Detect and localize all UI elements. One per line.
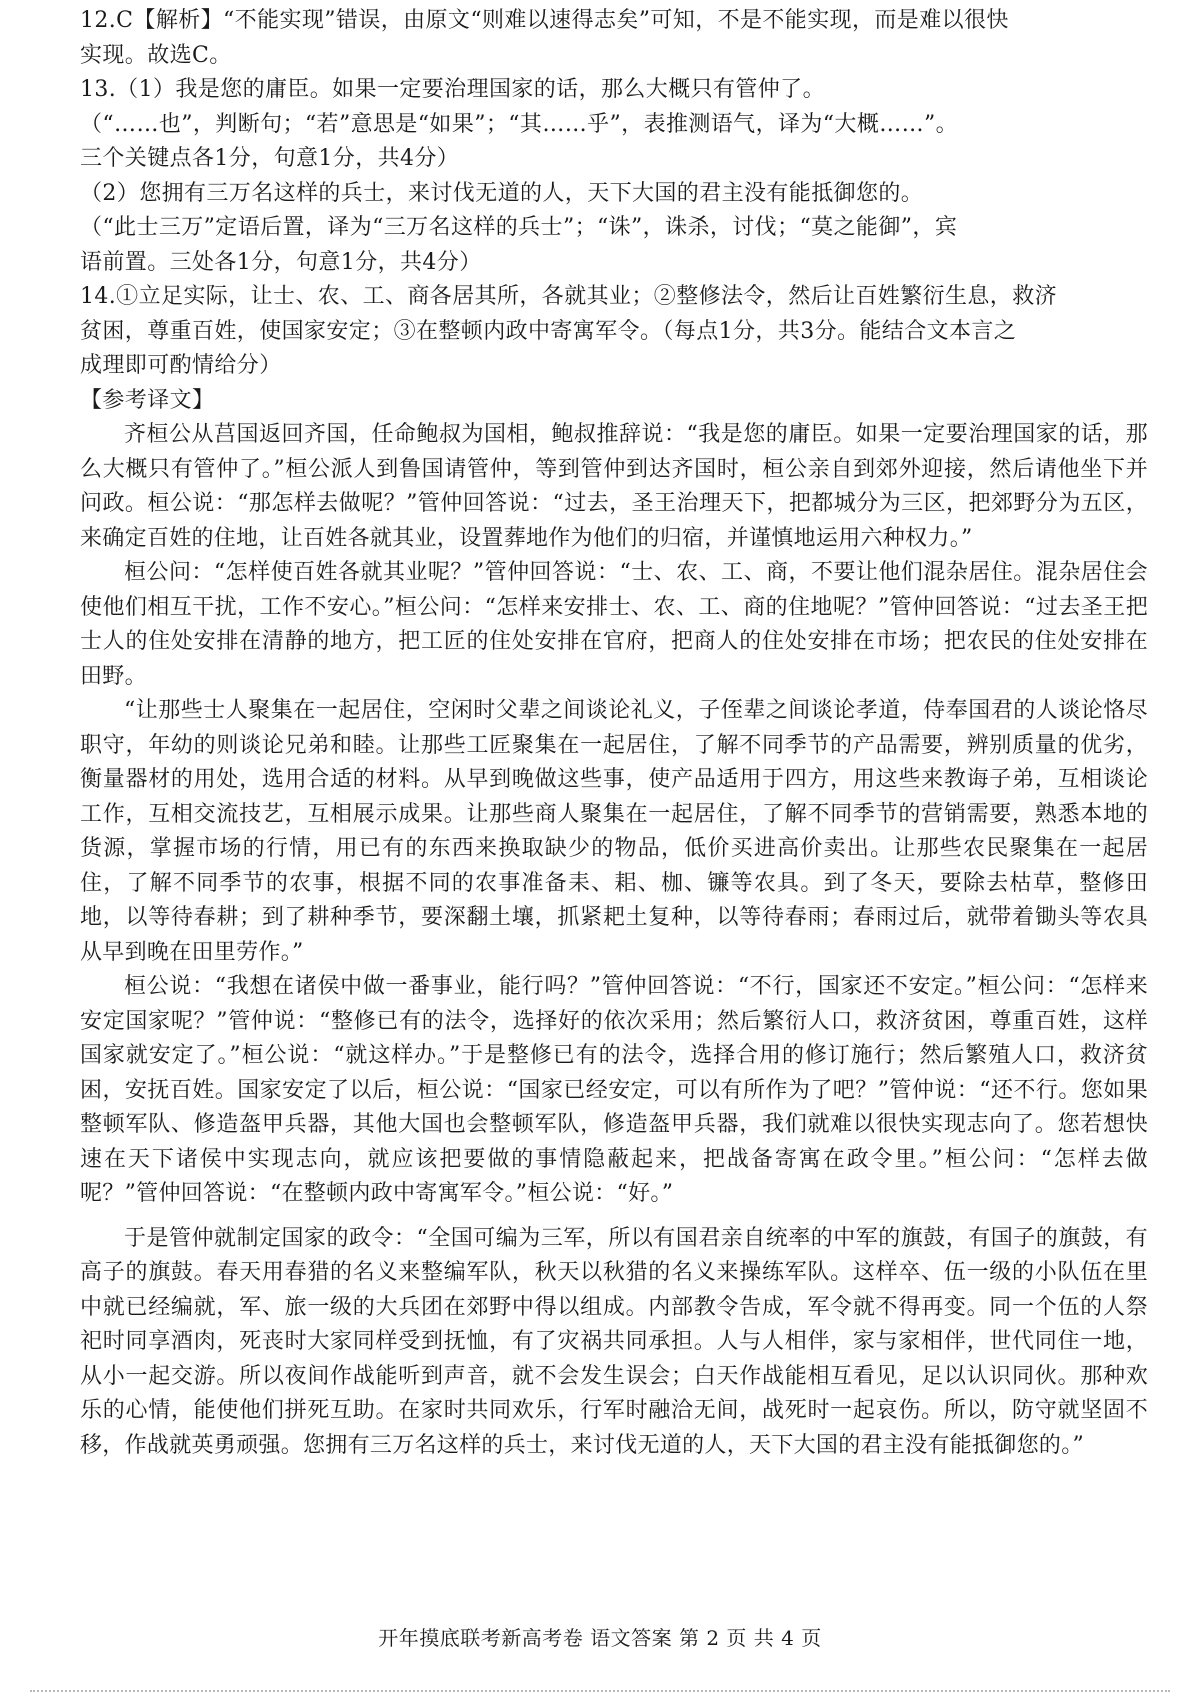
translation-paragraph: 于是管仲就制定国家的政令：“全国可编为三军，所以有国君亲自统率的中军的旗鼓，有国子的旗鼓，有高子的旗鼓。春天用春猎的名义来整编军队，秋天以秋猎的名义来操练军队。这样卒、伍一级的小队伍在里中就已经编就，军、旅一级的大兵团在郊野中得以组成。内部教令告成，军令就不得再变。同一个伍的人祭祀时同享酒肉，死丧时大家同样受到抚恤，有了灾祸共同承担。人与人相伴，家与家相伴，世代同住一地，从小一起交游。所以夜间作战能听到声音，就不会发生误会；白天作战能相互看见，足以认识同伙。那种欢乐的心情，能使他们拼死互助。在家时共同欢乐，行军时融洽无间，战死时一起哀伤。所以，防守就坚固不移，作战就英勇顽强。您拥有三万名这样的兵士，来讨伐无道的人，天下大国的君主没有能抵御您的。” bbox=[80, 1225, 1148, 1458]
translation-paragraph: 齐桓公从莒国返回齐国，任命鲍叔为国相，鲍叔推辞说：“我是您的庸臣。如果一定要治理国家的话，那么大概只有管仲了。”桓公派人到鲁国请管仲，等到管仲到达齐国时，桓公亲自到郊外迎接，然后请他坐下并问政。桓公说：“那怎样去做呢？”管仲回答说：“过去，圣王治理天下，把都城分为三区，把郊野分为五区，来确定百姓的住地，让百姓各就其业，设置葬地作为他们的归宿，并谨慎地运用六种权力。” bbox=[80, 422, 1148, 551]
answer-line: 贫困，尊重百姓，使国家安定；③在整顿内政中寄寓军令。（每点1分，共3分。能结合文本言之 bbox=[80, 318, 1017, 344]
answer-line: 语前置。三处各1分，句意1分，共4分） bbox=[80, 249, 482, 275]
page-footer: 开年摸底联考新高考卷 语文答案 第 2 页 共 4 页 bbox=[378, 1626, 822, 1650]
answer-line: 13.（1）我是您的庸臣。如果一定要治理国家的话，那么大概只有管仲了。 bbox=[80, 77, 825, 102]
answer-line: （2）您拥有三万名这样的兵士，来讨伐无道的人，天下大国的君主没有能抵御您的。 bbox=[80, 180, 924, 206]
answer-line: （“……也”，判断句；“若”意思是“如果”；“其……乎”，表推测语气，译为“大概……”。 bbox=[80, 111, 959, 137]
answer-line: 14.①立足实际，让士、农、工、商各居其所，各就其业；②整修法令，然后让百姓繁衍生息，救济 bbox=[80, 284, 1057, 309]
answer-line: 12.C【解析】“不能实现”错误，由原文“则难以速得志矣”可知，不是不能实现，而是难以很快 bbox=[80, 8, 1009, 33]
translation-paragraph: “让那些士人聚集在一起居住，空闲时父辈之间谈论礼义，子侄辈之间谈论孝道，侍奉国君的人谈论恪尽职守，年幼的则谈论兄弟和睦。让那些工匠聚集在一起居住，了解不同季节的产品需要，辨别质量的优劣，衡量器材的用处，选用合适的材料。从早到晚做这些事，使产品适用于四方，用这些来教诲子弟，互相谈论工作，互相交流技艺，互相展示成果。让那些商人聚集在一起居住，了解不同季节的营销需要，熟悉本地的货源，掌握市场的行情，用已有的东西来换取缺少的物品，低价买进高价卖出。让那些农民聚集在一起居住，了解不同季节的农事，根据不同的农事准备耒、耜、枷、镰等农具。到了冬天，要除去枯草，整修田地，以等待春耕；到了耕种季节，要深翻土壤，抓紧耙土复种，以等待春雨；春雨过后，就带着锄头等农具从早到晚在田里劳作。” bbox=[80, 698, 1148, 965]
bottom-dotted-border bbox=[30, 1690, 1170, 1694]
paragraph-gap bbox=[80, 1212, 1148, 1222]
answer-line: 三个关键点各1分，句意1分，共4分） bbox=[80, 146, 460, 171]
translation-paragraph: 桓公问：“怎样使百姓各就其业呢？”管仲回答说：“士、农、工、商，不要让他们混杂居住。混杂居住会使他们相互干扰，工作不安心。”桓公问：“怎样来安排士、农、工、商的住地呢？”管仲回答说：“过去圣王把士人的住处安排在清静的地方，把工匠的住处安排在官府，把商人的住处安排在市场；把农民的住处安排在田野。 bbox=[80, 560, 1148, 689]
answer-line: 成理即可酌情给分） bbox=[80, 353, 282, 378]
translation-paragraph: 桓公说：“我想在诸侯中做一番事业，能行吗？”管仲回答说：“不行，国家还不安定。”桓公问：“怎样来安定国家呢？”管仲说：“整修已有的法令，选择好的依次采用；然后繁衍人口，救济贫困，尊重百姓，这样国家就安定了。”桓公说：“就这样办。”于是整修已有的法令，选择合用的修订施行；然后繁殖人口，救济贫困，安抚百姓。国家安定了以后，桓公说：“国家已经安定，可以有所作为了吧？”管仲说：“还不行。您如果整顿军队、修造盔甲兵器，其他大国也会整顿军队，修造盔甲兵器，我们就难以很快实现志向了。您若想快速在天下诸侯中实现志向，就应该把要做的事情隐蔽起来，把战备寄寓在政令里。”桓公问：“怎样去做呢？”管仲回答说：“在整顿内政中寄寓军令。”桓公说：“好。” bbox=[80, 974, 1148, 1206]
translation-heading: 【参考译文】 bbox=[80, 387, 215, 413]
answer-line: （“此士三万”定语后置，译为“三万名这样的兵士”；“诛”，诛杀，讨伐；“莫之能御”，宾 bbox=[80, 215, 958, 240]
answer-line: 实现。故选C。 bbox=[80, 42, 232, 68]
